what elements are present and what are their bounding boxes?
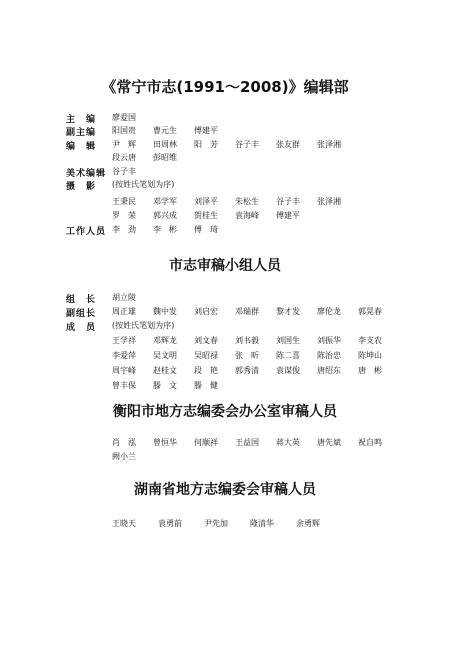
names-row — [112, 365, 399, 376]
person-name: 谷子丰 — [276, 197, 300, 206]
person-name: 刘泽平 — [194, 197, 218, 206]
person-name: 邓学军 — [153, 197, 177, 206]
person-name: 傅 琦 — [194, 225, 218, 234]
role-label: 成 员 — [66, 323, 97, 333]
person-name: 王学祥 — [112, 336, 136, 345]
person-name: 何顺祥 — [194, 438, 218, 447]
person-name: 贺桂生 — [194, 211, 218, 220]
person-name: 陈治忠 — [317, 351, 341, 360]
role-label: 摄 影 — [66, 182, 97, 192]
person-name: 陈二喜 — [276, 351, 300, 360]
person-name: 刘文春 — [194, 336, 218, 345]
person-name: 尹先加 — [204, 519, 228, 528]
names-row — [112, 437, 399, 448]
person-name: 李支农 — [358, 336, 382, 345]
section-title-hengyang-office: 衡阳市地方志编委会办公室审稿人员 — [113, 404, 337, 420]
section-title-hunan-committee: 湖南省地方志编委会审稿人员 — [134, 482, 316, 498]
role-label: 美术编辑 — [66, 169, 107, 179]
person-name: 刘启宏 — [194, 307, 218, 316]
person-name: 滕 文 — [153, 381, 177, 390]
person-name: 段 艳 — [194, 366, 218, 375]
person-name: 唐绍东 — [317, 366, 341, 375]
person-name: 张泽湘 — [317, 140, 341, 149]
person-name: 廖伦龙 — [317, 307, 341, 316]
person-name: 郭秀清 — [235, 366, 259, 375]
person-name: 廖爱国 — [112, 113, 136, 122]
section-title-review-group: 市志审稿小组人员 — [169, 258, 281, 274]
order-note: (按姓氏笔划为序) — [112, 180, 175, 189]
person-name: 张 昕 — [235, 351, 259, 360]
person-name: 刘振华 — [317, 336, 341, 345]
person-name: 李 彬 — [153, 225, 177, 234]
names-row — [112, 224, 235, 235]
person-name: 魏中发 — [153, 307, 177, 316]
names-row — [112, 210, 317, 221]
person-name: 王晓天 — [112, 519, 136, 528]
person-name: 刘书毅 — [235, 336, 259, 345]
person-name: 蒋大英 — [276, 438, 300, 447]
person-name: 傅建平 — [194, 126, 218, 135]
names-row — [112, 152, 194, 163]
person-name: 陈坤山 — [358, 351, 382, 360]
person-name: 胡立陵 — [112, 293, 136, 302]
person-name: 邓瑞群 — [235, 307, 259, 316]
names-row — [112, 139, 358, 150]
person-name: 隆清华 — [250, 519, 274, 528]
names-row — [112, 125, 235, 136]
person-name: 阳国贵 — [112, 126, 136, 135]
person-name: 唐 彬 — [358, 366, 382, 375]
person-name: 赵桂文 — [153, 366, 177, 375]
names-row — [112, 350, 399, 361]
role-label: 主 编 — [66, 115, 97, 125]
person-name: 曾丰保 — [112, 381, 136, 390]
person-name: 段云唐 — [112, 153, 136, 162]
person-name: 阳 芳 — [194, 140, 218, 149]
person-name: 余勇辉 — [296, 519, 320, 528]
names-row — [112, 518, 342, 529]
person-name: 黎才发 — [276, 307, 300, 316]
role-label: 组 长 — [66, 295, 97, 305]
names-row — [112, 112, 153, 123]
person-name: 张友群 — [276, 140, 300, 149]
person-name: 曾恒华 — [153, 438, 177, 447]
names-row — [112, 306, 399, 317]
person-name: 袁谋俊 — [276, 366, 300, 375]
person-name: 谷子丰 — [235, 140, 259, 149]
names-row — [112, 451, 153, 462]
person-name: 滕 健 — [194, 381, 218, 390]
person-name: 吴文明 — [153, 351, 177, 360]
role-label: 编 辑 — [66, 142, 97, 152]
person-name: 郭兴成 — [153, 211, 177, 220]
person-name: 刘国生 — [276, 336, 300, 345]
role-label: 工作人员 — [66, 227, 107, 237]
person-name: 傅建平 — [276, 211, 300, 220]
role-label: 副主编 — [66, 128, 97, 138]
names-row — [112, 166, 153, 177]
person-name: 李 劲 — [112, 225, 136, 234]
person-name: 祝自鸣 — [358, 438, 382, 447]
person-name: 李爱萍 — [112, 351, 136, 360]
names-row — [112, 196, 358, 207]
person-name: 周正雄 — [112, 307, 136, 316]
names-row — [112, 292, 153, 303]
person-name: 朱松生 — [235, 197, 259, 206]
person-name: 唐先斌 — [317, 438, 341, 447]
person-name: 周宇峰 — [112, 366, 136, 375]
person-name: 肖 泓 — [112, 438, 136, 447]
role-label: 副组长 — [66, 309, 97, 319]
person-name: 彭昭维 — [153, 153, 177, 162]
person-name: 罗 荣 — [112, 211, 136, 220]
person-name: 郭晃春 — [358, 307, 382, 316]
person-name: 王秉民 — [112, 197, 136, 206]
person-name: 谷子丰 — [112, 167, 136, 176]
names-row — [112, 335, 399, 346]
person-name: 王益国 — [235, 438, 259, 447]
person-name: 田周林 — [153, 140, 177, 149]
person-name: 曹元生 — [153, 126, 177, 135]
person-name: 袁勇前 — [158, 519, 182, 528]
person-name: 袁海峰 — [235, 211, 259, 220]
order-note: (按姓氏笔划为序) — [112, 321, 175, 330]
names-row — [112, 380, 235, 391]
section-title-editorial: 《常宁市志(1991～2008)》编辑部 — [101, 78, 349, 96]
person-name: 张泽湘 — [317, 197, 341, 206]
person-name: 邓辉龙 — [153, 336, 177, 345]
person-name: 阙小兰 — [112, 452, 136, 461]
person-name: 尹 辉 — [112, 140, 136, 149]
person-name: 吴昭禄 — [194, 351, 218, 360]
